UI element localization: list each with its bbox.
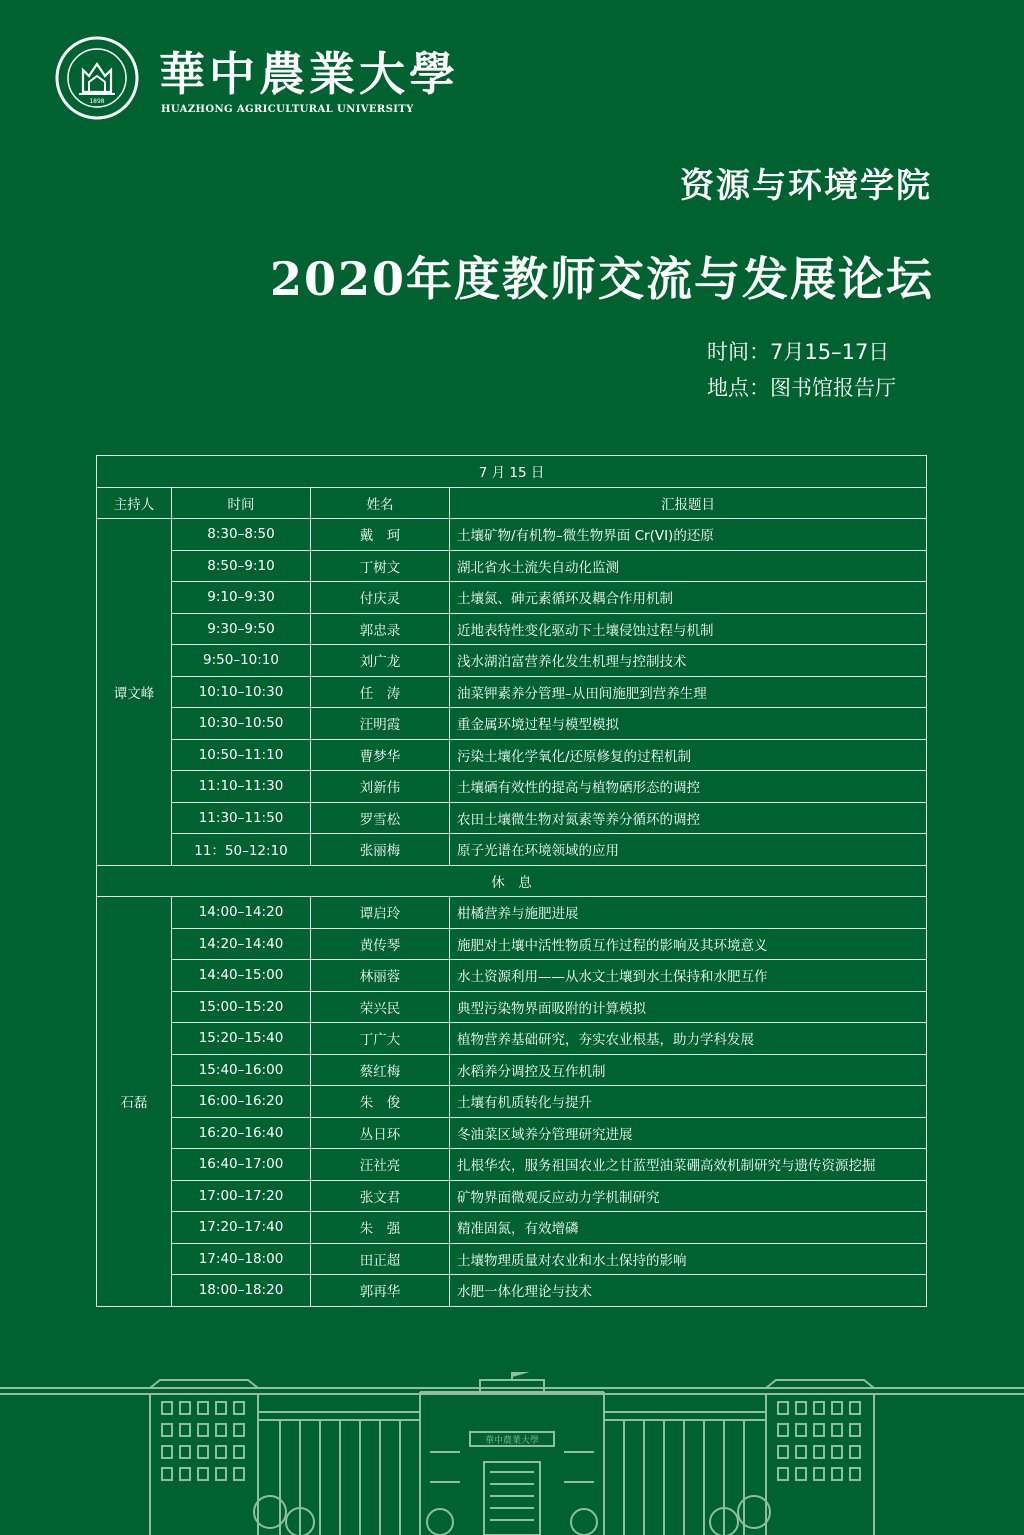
table-row bbox=[97, 928, 927, 960]
tree-outlines bbox=[254, 1496, 770, 1535]
time-cell: 11:30–11:50 bbox=[172, 802, 311, 834]
time-cell: 14:00–14:20 bbox=[172, 897, 311, 929]
topic-cell: 土壤氮、砷元素循环及耦合作用机制 bbox=[450, 582, 927, 614]
name-cell: 任 涛 bbox=[311, 676, 450, 708]
time-cell: 10:10–10:30 bbox=[172, 676, 311, 708]
time-cell: 15:40–16:00 bbox=[172, 1054, 311, 1086]
college-name: 资源与环境学院 bbox=[680, 166, 932, 206]
name-cell: 郭忠录 bbox=[311, 613, 450, 645]
time-cell: 9:50–10:10 bbox=[172, 645, 311, 677]
time-cell: 17:20–17:40 bbox=[172, 1212, 311, 1244]
table-row bbox=[97, 802, 927, 834]
date-label: 7 月 15 日 bbox=[97, 456, 927, 488]
name-cell: 蔡红梅 bbox=[311, 1054, 450, 1086]
table-row bbox=[97, 1212, 927, 1244]
table-row bbox=[97, 1086, 927, 1118]
name-cell: 朱 俊 bbox=[311, 1086, 450, 1118]
table-row bbox=[97, 991, 927, 1023]
table-row bbox=[97, 550, 927, 582]
name-cell: 黄传琴 bbox=[311, 928, 450, 960]
topic-cell: 土壤矿物/有机物–微生物界面 Cr(VI)的还原 bbox=[450, 519, 927, 551]
table-row bbox=[97, 1149, 927, 1181]
table-row bbox=[97, 771, 927, 803]
time-cell: 16:40–17:00 bbox=[172, 1149, 311, 1181]
table-row bbox=[97, 676, 927, 708]
time-cell: 8:50–9:10 bbox=[172, 550, 311, 582]
time-cell: 16:20–16:40 bbox=[172, 1117, 311, 1149]
name-cell: 张丽梅 bbox=[311, 834, 450, 866]
topic-cell: 植物营养基础研究，夯实农业根基，助力学科发展 bbox=[450, 1023, 927, 1055]
time-cell: 10:50–11:10 bbox=[172, 739, 311, 771]
topic-cell: 油菜钾素养分管理–从田间施肥到营养生理 bbox=[450, 676, 927, 708]
topic-cell: 冬油菜区域养分管理研究进展 bbox=[450, 1117, 927, 1149]
table-row bbox=[97, 582, 927, 614]
column-header-time: 时间 bbox=[172, 487, 311, 519]
name-cell: 朱 强 bbox=[311, 1212, 450, 1244]
name-cell: 郭再华 bbox=[311, 1275, 450, 1307]
topic-cell: 矿物界面微观反应动力学机制研究 bbox=[450, 1180, 927, 1212]
topic-cell: 污染土壤化学氧化/还原修复的过程机制 bbox=[450, 739, 927, 771]
table-row bbox=[97, 1054, 927, 1086]
topic-cell: 近地表特性变化驱动下土壤侵蚀过程与机制 bbox=[450, 613, 927, 645]
table-row bbox=[97, 1243, 927, 1275]
table-row bbox=[97, 645, 927, 677]
event-time: 时间：7月15–17日 bbox=[707, 340, 890, 364]
topic-cell: 土壤物理质量对农业和水土保持的影响 bbox=[450, 1243, 927, 1275]
name-cell: 张文君 bbox=[311, 1180, 450, 1212]
table-row bbox=[97, 613, 927, 645]
break-label: 休 息 bbox=[97, 865, 927, 897]
column-header-name: 姓名 bbox=[311, 487, 450, 519]
break-row bbox=[97, 865, 927, 897]
event-place: 地点：图书馆报告厅 bbox=[707, 376, 896, 400]
topic-cell: 土壤有机质转化与提升 bbox=[450, 1086, 927, 1118]
time-cell: 14:40–15:00 bbox=[172, 960, 311, 992]
topic-cell: 柑橘营养与施肥进展 bbox=[450, 897, 927, 929]
time-cell: 16:00–16:20 bbox=[172, 1086, 311, 1118]
schedule-body bbox=[97, 456, 927, 1307]
time-cell: 11：50–12:10 bbox=[172, 834, 311, 866]
time-cell: 11:10–11:30 bbox=[172, 771, 311, 803]
time-cell: 9:30–9:50 bbox=[172, 613, 311, 645]
topic-cell: 农田土壤微生物对氮素等养分循环的调控 bbox=[450, 802, 927, 834]
university-seal-icon bbox=[55, 36, 139, 120]
schedule-table bbox=[96, 455, 927, 1307]
table-row bbox=[97, 960, 927, 992]
time-cell: 9:10–9:30 bbox=[172, 582, 311, 614]
column-header-host: 主持人 bbox=[97, 487, 172, 519]
university-name-en: HUAZHONG AGRICULTURAL UNIVERSITY bbox=[161, 104, 414, 115]
university-logo bbox=[55, 36, 459, 121]
topic-cell: 扎根华农，服务祖国农业之甘蓝型油菜硼高效机制研究与遗传资源挖掘 bbox=[450, 1149, 927, 1181]
name-cell: 丛日环 bbox=[311, 1117, 450, 1149]
name-cell: 付庆灵 bbox=[311, 582, 450, 614]
host-cell: 谭文峰 bbox=[97, 519, 172, 866]
table-row bbox=[97, 1117, 927, 1149]
table-row bbox=[97, 1023, 927, 1055]
table-row bbox=[97, 708, 927, 740]
forum-title: 2020年度教师交流与发展论坛 bbox=[269, 252, 934, 306]
name-cell: 罗雪松 bbox=[311, 802, 450, 834]
topic-cell: 水土资源利用——从水文土壤到水土保持和水肥互作 bbox=[450, 960, 927, 992]
building-sign: 華中農業大學 bbox=[484, 1436, 540, 1446]
header-row bbox=[97, 487, 927, 519]
time-cell: 17:00–17:20 bbox=[172, 1180, 311, 1212]
left-wing-windows bbox=[162, 1402, 244, 1480]
name-cell: 田正超 bbox=[311, 1243, 450, 1275]
name-cell: 刘广龙 bbox=[311, 645, 450, 677]
time-cell: 17:40–18:00 bbox=[172, 1243, 311, 1275]
name-cell: 汪社亮 bbox=[311, 1149, 450, 1181]
topic-cell: 湖北省水土流失自动化监测 bbox=[450, 550, 927, 582]
time-cell: 8:30–8:50 bbox=[172, 519, 311, 551]
topic-cell: 原子光谱在环境领域的应用 bbox=[450, 834, 927, 866]
time-cell: 14:20–14:40 bbox=[172, 928, 311, 960]
name-cell: 汪明霞 bbox=[311, 708, 450, 740]
name-cell: 谭启玲 bbox=[311, 897, 450, 929]
topic-cell: 典型污染物界面吸附的计算模拟 bbox=[450, 991, 927, 1023]
topic-cell: 土壤硒有效性的提高与植物硒形态的调控 bbox=[450, 771, 927, 803]
table-row bbox=[97, 897, 927, 929]
table-row bbox=[97, 739, 927, 771]
name-cell: 丁广大 bbox=[311, 1023, 450, 1055]
university-name-cn: 華中農業大學 bbox=[159, 47, 459, 101]
table-row bbox=[97, 834, 927, 866]
name-cell: 戴 珂 bbox=[311, 519, 450, 551]
table-row bbox=[97, 519, 927, 551]
topic-cell: 施肥对土壤中活性物质互作过程的影响及其环境意义 bbox=[450, 928, 927, 960]
column-header-topic: 汇报题目 bbox=[450, 487, 927, 519]
topic-cell: 浅水湖泊富营养化发生机理与控制技术 bbox=[450, 645, 927, 677]
topic-cell: 水肥一体化理论与技术 bbox=[450, 1275, 927, 1307]
name-cell: 荣兴民 bbox=[311, 991, 450, 1023]
topic-cell: 精准固氮，有效增磷 bbox=[450, 1212, 927, 1244]
table-row bbox=[97, 1180, 927, 1212]
name-cell: 曹梦华 bbox=[311, 739, 450, 771]
host-cell: 石磊 bbox=[97, 897, 172, 1307]
topic-cell: 重金属环境过程与模型模拟 bbox=[450, 708, 927, 740]
name-cell: 丁树文 bbox=[311, 550, 450, 582]
campus-building-illustration bbox=[0, 1372, 1024, 1535]
seal-year: 1898 bbox=[89, 98, 105, 105]
time-cell: 10:30–10:50 bbox=[172, 708, 311, 740]
time-cell: 15:20–15:40 bbox=[172, 1023, 311, 1055]
right-wing-windows bbox=[778, 1402, 860, 1480]
time-cell: 18:00–18:20 bbox=[172, 1275, 311, 1307]
date-row bbox=[97, 456, 927, 488]
table-row bbox=[97, 1275, 927, 1307]
time-cell: 15:00–15:20 bbox=[172, 991, 311, 1023]
name-cell: 刘新伟 bbox=[311, 771, 450, 803]
topic-cell: 水稻养分调控及互作机制 bbox=[450, 1054, 927, 1086]
name-cell: 林丽蓉 bbox=[311, 960, 450, 992]
